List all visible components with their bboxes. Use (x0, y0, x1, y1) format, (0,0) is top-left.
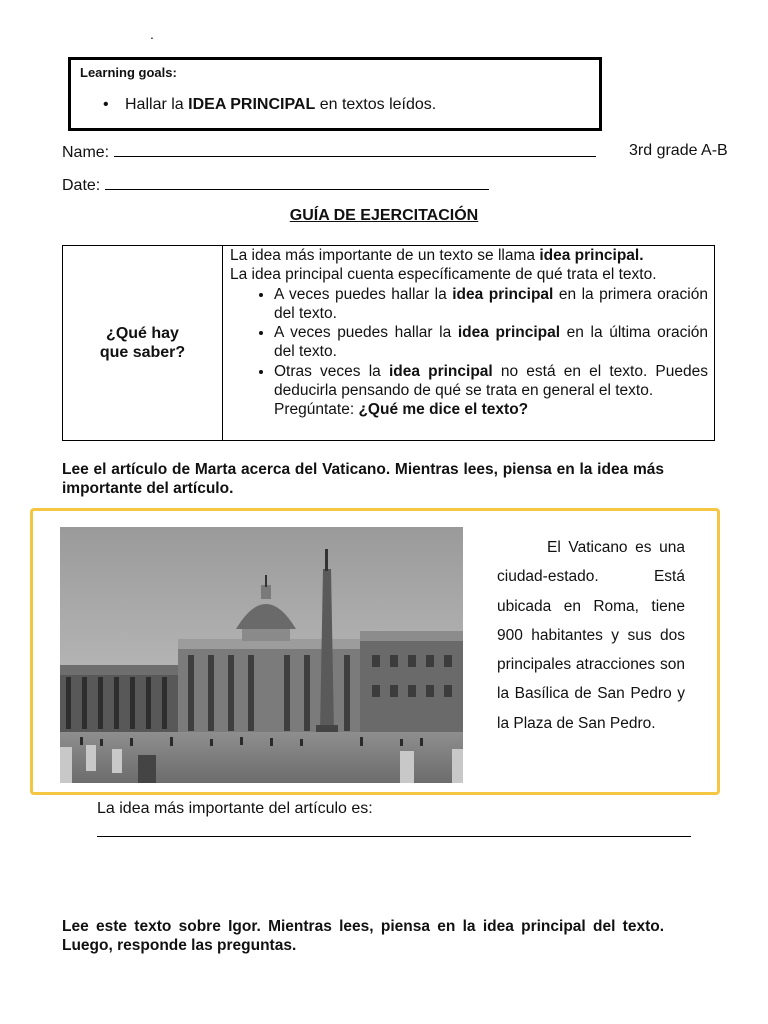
learning-goals-box (68, 57, 602, 131)
name-line[interactable] (114, 142, 596, 157)
table-content (230, 246, 708, 420)
table-left-heading: ¿Qué hay que saber? (63, 246, 223, 440)
vatican-photo-icon (60, 527, 463, 783)
grade-label: 3rd grade A-B (629, 142, 728, 159)
list-item: • A veces puedes hallar la idea principal en la primera oración del texto. (274, 285, 708, 324)
date-line[interactable] (105, 175, 489, 190)
name-label: Name: (62, 144, 110, 161)
date-label: Date: (62, 177, 101, 194)
list-item: • A veces puedes hallar la idea principal en la última oración del texto. (274, 323, 708, 362)
guide-title: GUÍA DE EJERCITACIÓN (289, 207, 479, 224)
article-text: El Vaticano es una ciudad-estado. Está ubicada en Roma, tiene 900 habitantes y sus dos principales atracciones son la Basílica de San Pedro y la Plaza de San Pedro. (497, 539, 685, 732)
table-line-2: La idea principal cuenta específicamente de qué trata el texto. (230, 266, 657, 284)
table-ask: Pregúntate: ¿Qué me dice el texto? (274, 401, 529, 419)
learning-goals-title: Learning goals: (80, 65, 177, 80)
instruction-2: Lee este texto sobre Igor. Mientras lees, piensa en la idea principal del texto. Luego, responde las preguntas. (62, 918, 664, 954)
learning-goal-item: • Hallar la IDEA PRINCIPAL en textos leídos. (103, 96, 437, 113)
table-line-1: La idea más importante de un texto se llama idea principal. (230, 247, 644, 264)
answer-label: La idea más importante del artículo es: (97, 800, 373, 817)
name-field (62, 142, 596, 162)
instruction-1: Lee el artículo de Marta acerca del Vaticano. Mientras lees, piensa en la idea más importante del artículo. (62, 461, 664, 497)
table-bullets (230, 285, 708, 401)
top-mark: . (150, 26, 154, 42)
list-item: • Otras veces la idea principal no está en el texto. Puedes deducirla pensando de qué se trata en general el texto. (274, 362, 708, 401)
vatican-photo (60, 527, 463, 783)
bullet-icon: • (103, 96, 109, 113)
info-table (62, 245, 715, 441)
date-field (62, 175, 489, 195)
answer-line[interactable] (97, 836, 691, 837)
